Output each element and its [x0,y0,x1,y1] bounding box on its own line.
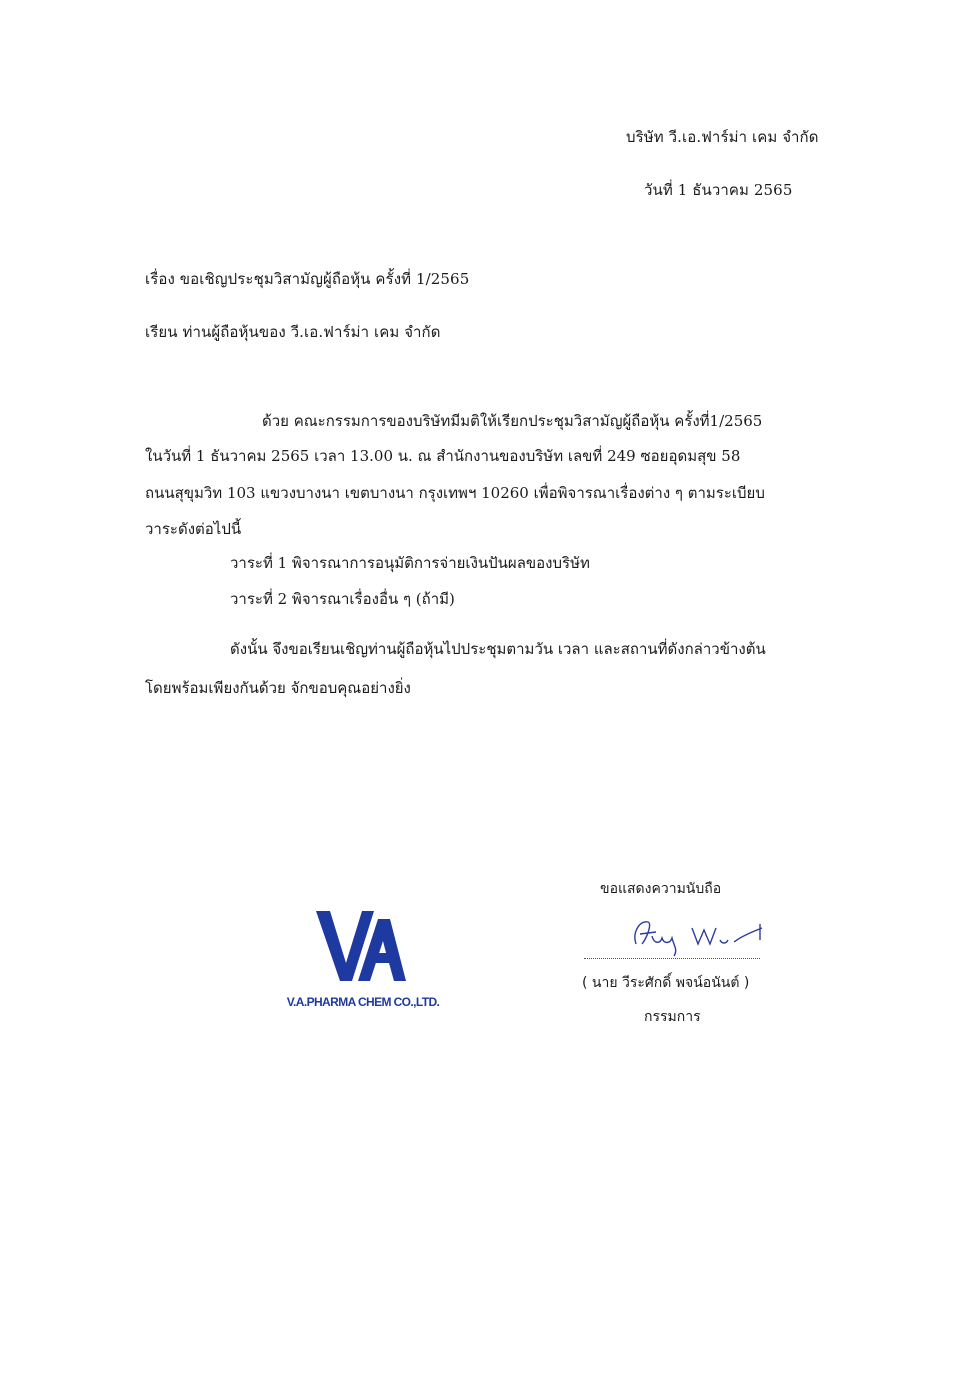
company-name: บริษัท วี.เอ.ฟาร์ม่า เคม จำกัด [626,128,819,146]
logo-company-text: V.A.PHARMA CHEM CO.,LTD. [286,995,440,1009]
letter-salutation: เรียน ท่านผู้ถือหุ้นของ วี.เอ.ฟาร์ม่า เคม จำกัด [145,323,441,341]
closing-line-1: ดังนั้น จึงขอเรียนเชิญท่านผู้ถือหุ้นไปประชุมตามวัน เวลา และสถานที่ดังกล่าวข้างต้น [230,640,766,658]
body-line-1: ด้วย คณะกรรมการของบริษัทมีมติให้เรียกประชุมวิสามัญผู้ถือหุ้น ครั้งที่1/2565 [262,412,763,430]
va-logo-icon [312,905,408,987]
signature-line [584,958,760,959]
letter-subject: เรื่อง ขอเชิญประชุมวิสามัญผู้ถือหุ้น ครั้งที่ 1/2565 [145,270,470,288]
closing-respect: ขอแสดงความนับถือ [600,881,722,897]
company-logo [268,905,458,1015]
agenda-item-1: วาระที่ 1 พิจารณาการอนุมัติการจ่ายเงินปันผลของบริษัท [230,554,590,572]
signer-title: กรรมการ [644,1009,701,1025]
signature-block [562,870,782,1040]
signer-name: ( นาย วีระศักดิ์ พจน์อนันต์ ) [582,975,750,991]
closing-line-2: โดยพร้อมเพียงกันด้วย จักขอบคุณอย่างยิ่ง [145,679,411,697]
body-line-3: ถนนสุขุมวิท 103 แขวงบางนา เขตบางนา กรุงเทพฯ 10260 เพื่อพิจารณาเรื่องต่าง ๆ ตามระเบียบ [145,484,765,502]
agenda-item-2: วาระที่ 2 พิจารณาเรื่องอื่น ๆ (ถ้ามี) [230,590,455,608]
handwritten-signature [622,914,772,958]
body-line-2: ในวันที่ 1 ธันวาคม 2565 เวลา 13.00 น. ณ สำนักงานของบริษัท เลขที่ 249 ซอยอุดมสุข 58 [145,447,741,465]
letter-date: วันที่ 1 ธันวาคม 2565 [644,181,793,199]
body-line-4: วาระดังต่อไปนี้ [145,520,242,538]
